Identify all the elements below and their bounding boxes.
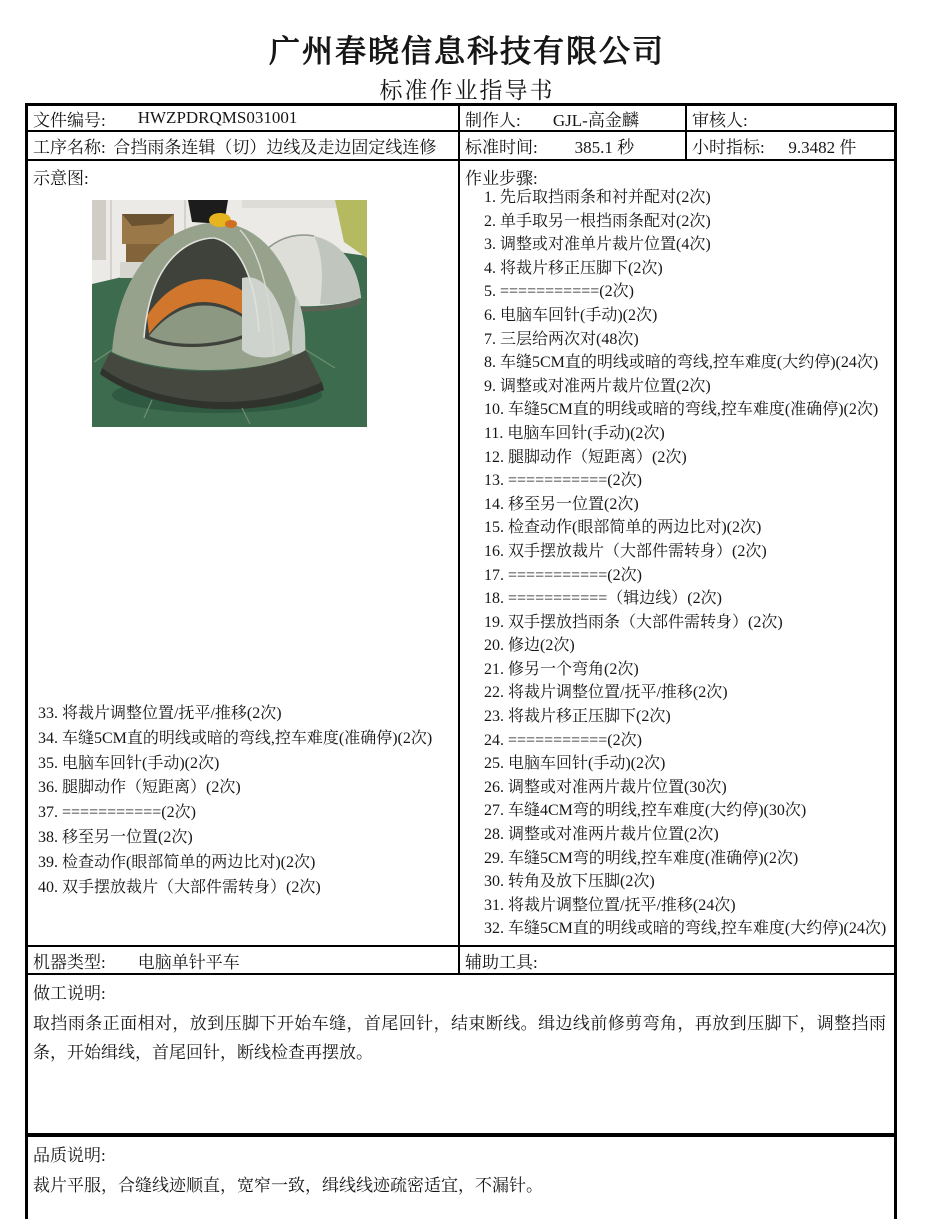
work-note-text: 取挡雨条正面相对，放到压脚下开始车缝，首尾回针，结束断线。缉边线前修剪弯角，再放到压脚下，调整挡雨条，开始缉线，首尾回针，断线检查再摆放。	[33, 1014, 886, 1062]
aux-tools-cell	[460, 947, 894, 975]
step-line: 36. 腿脚动作（短距离）(2次)	[38, 779, 241, 797]
std-time-label: 标准时间:	[465, 138, 538, 157]
steps-label: 作业步骤:	[465, 169, 538, 188]
aux-tools-label: 辅助工具:	[465, 952, 538, 972]
step-line: 20. 修边(2次)	[484, 637, 575, 655]
company-title: 广州春晓信息科技有限公司	[269, 34, 665, 69]
step-line: 25. 电脑车回针(手动)(2次)	[484, 755, 666, 773]
std-time-value: 385.1 秒	[574, 138, 635, 157]
step-line: 2. 单手取另一根挡雨条配对(2次)	[484, 212, 711, 230]
step-line: 3. 调整或对准单片裁片位置(4次)	[484, 236, 711, 254]
step-line: 17. ===========(2次)	[484, 566, 642, 584]
step-line: 7. 三层给两次对(48次)	[484, 330, 639, 348]
machine-type-label: 机器类型:	[33, 952, 106, 972]
step-line: 19. 双手摆放挡雨条（大部件需转身）(2次)	[484, 613, 783, 631]
maker-cell	[460, 106, 687, 132]
step-line: 14. 移至另一位置(2次)	[484, 495, 639, 513]
step-line: 9. 调整或对准两片裁片位置(2次)	[484, 377, 711, 395]
maker-value: GJL-高金麟	[552, 110, 639, 130]
machine-type-value: 电脑单针平车	[137, 952, 240, 972]
step-line: 16. 双手摆放裁片（大部件需转身）(2次)	[484, 542, 767, 560]
std-time-cell	[460, 132, 687, 161]
maker-label: 制作人:	[465, 110, 521, 130]
step-line: 10. 车缝5CM直的明线或暗的弯线,控车难度(准确停)(2次)	[484, 401, 879, 419]
step-line: 4. 将裁片移正压脚下(2次)	[484, 259, 663, 277]
diagram-photo	[92, 200, 367, 427]
step-line: 22. 将裁片调整位置/抚平/推移(2次)	[484, 684, 728, 702]
step-line: 38. 移至另一位置(2次)	[38, 828, 193, 846]
step-line: 29. 车缝5CM弯的明线,控车难度(准确停)(2次)	[484, 849, 799, 867]
step-line: 31. 将裁片调整位置/抚平/推移(24次)	[484, 896, 736, 914]
steps-list-left	[28, 702, 458, 900]
quality-note-text: 裁片平服，合缝线迹顺直，宽窄一致，缉线线迹疏密适宜，不漏针。	[33, 1176, 543, 1195]
work-note-label: 做工说明:	[33, 984, 106, 1003]
diagram-label: 示意图:	[33, 169, 89, 188]
wall-edge	[92, 200, 106, 260]
step-line: 33. 将裁片调整位置/抚平/推移(2次)	[38, 705, 282, 722]
doc-title: 标准作业指导书	[379, 78, 555, 103]
steps-cell	[460, 161, 894, 947]
step-line: 1. 先后取挡雨条和衬并配对(2次)	[484, 189, 711, 206]
wall-line	[110, 200, 112, 280]
hourly-target-label: 小时指标:	[692, 138, 765, 157]
step-line: 39. 检查动作(眼部简单的两边比对)(2次)	[38, 853, 316, 871]
process-name-value: 合挡雨条连辑（切）边线及走边固定线连修	[113, 138, 437, 157]
steps-list-right	[460, 186, 894, 941]
step-line: 13. ===========(2次)	[484, 472, 642, 490]
step-line: 12. 腿脚动作（短距离）(2次)	[484, 448, 687, 466]
work-note-cell	[28, 975, 894, 1137]
hourly-target-cell	[687, 132, 894, 161]
step-line: 24. ===========(2次)	[484, 731, 642, 749]
step-line: 32. 车缝5CM直的明线或暗的弯线,控车难度(大约停)(24次)	[484, 920, 887, 938]
step-line: 26. 调整或对准两片裁片位置(30次)	[484, 778, 727, 796]
file-number-value: HWZPDRQMS031001	[137, 108, 298, 127]
hourly-target-value: 9.3482 件	[788, 138, 857, 157]
auditor-cell	[687, 106, 894, 132]
auditor-label: 审核人:	[692, 110, 748, 130]
step-line: 34. 车缝5CM直的明线或暗的弯线,控车难度(准确停)(2次)	[38, 729, 433, 747]
step-line: 11. 电脑车回针(手动)(2次)	[484, 424, 665, 442]
step-line: 28. 调整或对准两片裁片位置(2次)	[484, 826, 719, 844]
machine-type-cell	[28, 947, 460, 975]
step-line: 18. ===========（辑边线）(2次)	[484, 590, 722, 608]
step-line: 30. 转角及放下压脚(2次)	[484, 873, 655, 891]
quality-note-label: 品质说明:	[33, 1146, 106, 1165]
step-line: 8. 车缝5CM直的明线或暗的弯线,控车难度(大约停)(24次)	[484, 354, 879, 372]
process-name-cell	[28, 132, 460, 161]
file-number-cell	[28, 106, 460, 132]
step-line: 40. 双手摆放裁片（大部件需转身）(2次)	[38, 878, 321, 896]
step-line: 5. ===========(2次)	[484, 283, 634, 301]
worksheet-table	[25, 103, 897, 1219]
step-line: 23. 将裁片移正压脚下(2次)	[484, 708, 671, 726]
step-line: 21. 修另一个弯角(2次)	[484, 660, 639, 678]
file-number-label: 文件编号:	[33, 110, 106, 130]
step-line: 27. 车缝4CM弯的明线,控车难度(大约停)(30次)	[484, 802, 807, 820]
step-line: 15. 检查动作(眼部简单的两边比对)(2次)	[484, 519, 762, 537]
process-name-label: 工序名称:	[33, 138, 106, 157]
step-line: 6. 电脑车回针(手动)(2次)	[484, 306, 658, 324]
diagram-cell	[28, 161, 460, 947]
tent-top-knob-orange	[225, 220, 237, 228]
step-line: 37. ===========(2次)	[38, 804, 196, 822]
quality-note-cell	[28, 1137, 894, 1219]
step-line: 35. 电脑车回针(手动)(2次)	[38, 754, 220, 772]
